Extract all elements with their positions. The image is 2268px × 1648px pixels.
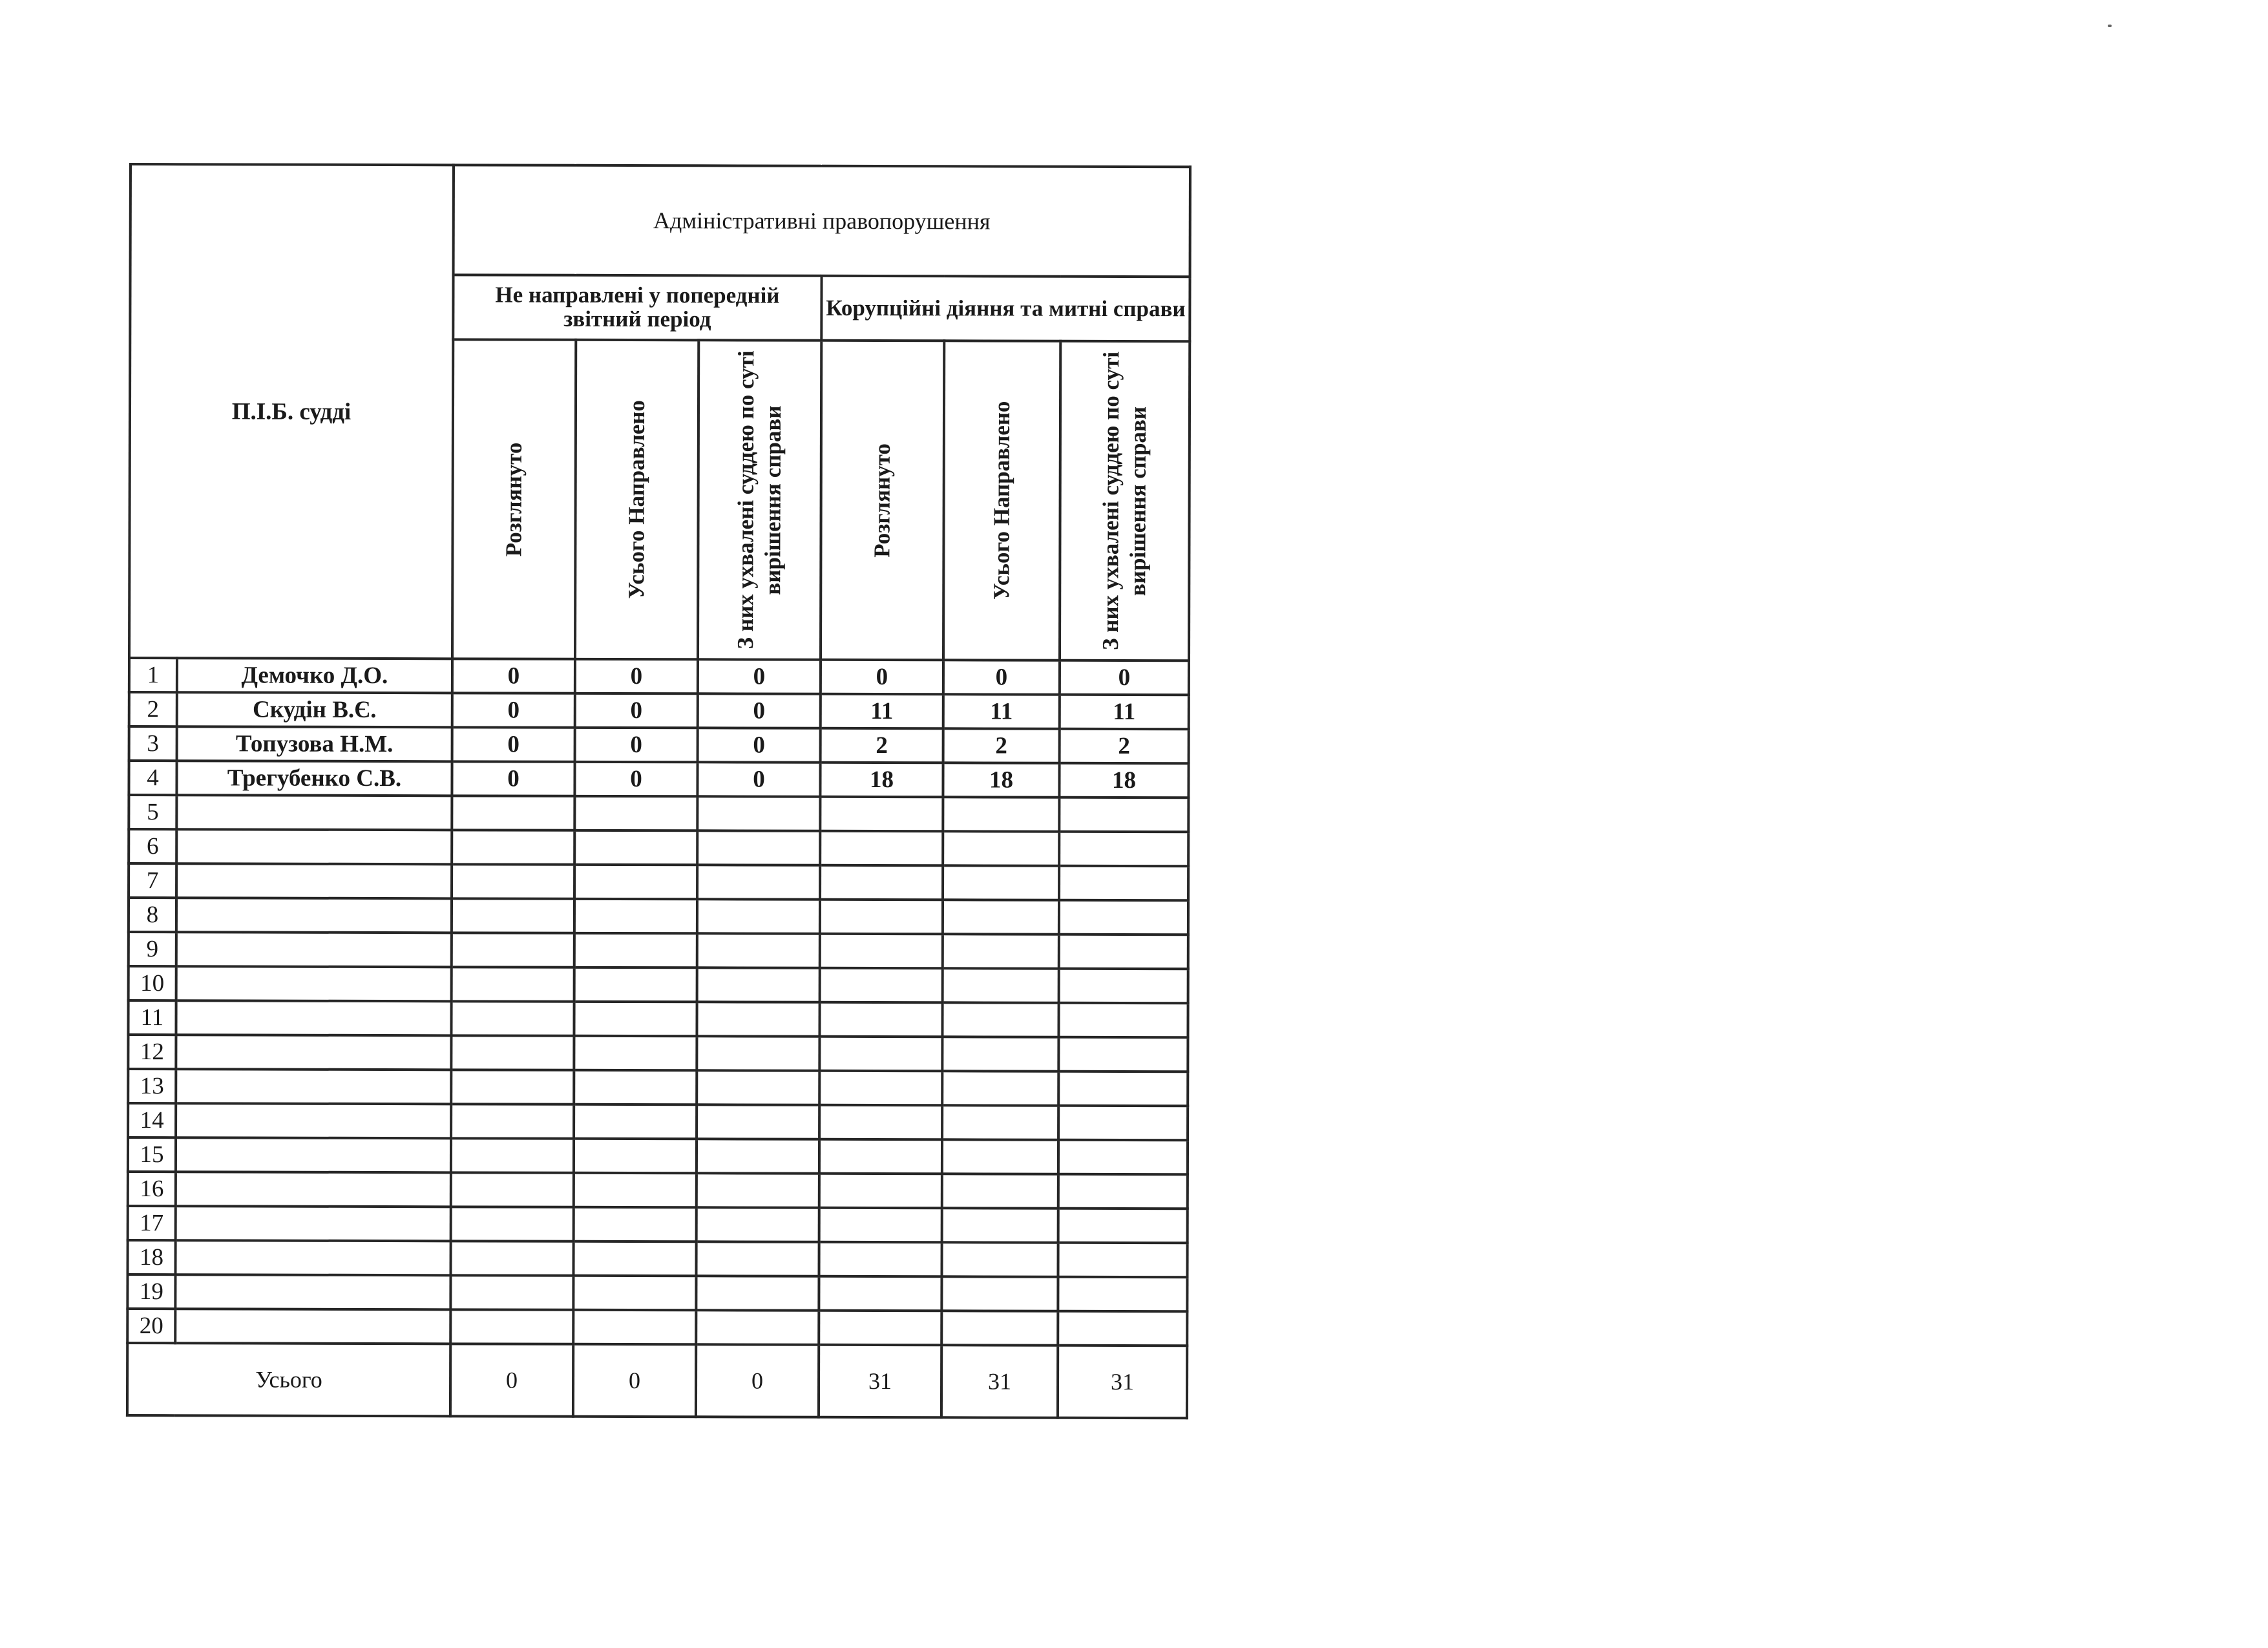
row-number: 3	[129, 726, 177, 761]
value-cell	[819, 1037, 942, 1071]
value-cell	[820, 797, 943, 831]
judge-name-cell	[176, 1206, 451, 1241]
value-cell	[941, 1242, 1058, 1276]
row-number: 12	[128, 1035, 176, 1069]
table-row	[129, 863, 1188, 900]
value-cell	[1058, 1037, 1188, 1072]
total-cell: 0	[696, 1344, 819, 1417]
value-cell	[697, 1173, 819, 1207]
column-header-label: З них ухвалені суддею по суті вирішення справи	[733, 350, 786, 650]
value-cell	[819, 1105, 942, 1139]
total-row	[127, 1343, 1187, 1418]
value-cell	[1058, 1140, 1188, 1175]
value-cell	[1058, 1174, 1188, 1209]
table-row	[128, 1000, 1188, 1037]
value-cell	[697, 967, 820, 1002]
value-cell	[819, 1311, 941, 1345]
row-number: 9	[129, 932, 176, 966]
value-cell	[819, 1071, 942, 1105]
row-number: 5	[129, 795, 176, 829]
value-cell: 0	[698, 728, 821, 762]
value-cell	[573, 1310, 696, 1344]
value-cell	[1059, 900, 1188, 935]
column-header-reviewed-1	[452, 339, 576, 659]
judge-name-cell	[176, 795, 452, 830]
value-cell	[574, 796, 697, 830]
value-cell	[574, 1002, 697, 1036]
value-cell	[697, 830, 820, 865]
row-number: 15	[128, 1137, 176, 1172]
value-cell	[819, 1242, 941, 1276]
value-cell	[942, 1105, 1058, 1139]
value-cell: 0	[574, 762, 697, 796]
judge-name-cell	[176, 829, 452, 864]
row-number: 16	[128, 1172, 176, 1206]
value-cell: 0	[698, 693, 821, 728]
value-cell	[451, 1104, 574, 1138]
value-cell	[697, 1104, 819, 1139]
judge-name-cell	[175, 1240, 450, 1275]
value-cell	[1058, 1277, 1187, 1312]
total-cell: 0	[573, 1344, 696, 1417]
value-cell: 0	[697, 762, 820, 796]
value-cell	[1058, 1003, 1188, 1038]
value-cell	[941, 1276, 1058, 1311]
column-header-label: Усього Направлено	[989, 401, 1015, 600]
value-cell	[697, 1139, 819, 1173]
value-cell: 11	[943, 694, 1060, 728]
judge-name-cell	[176, 1103, 451, 1138]
judge-name-cell	[176, 898, 452, 933]
row-number: 8	[129, 898, 176, 932]
judge-name-cell	[176, 966, 452, 1001]
value-cell	[451, 1001, 574, 1035]
table-row	[129, 761, 1188, 798]
value-cell	[941, 1311, 1058, 1345]
total-cell: 31	[941, 1345, 1058, 1417]
value-cell	[696, 1276, 819, 1310]
column-header-label: Розглянуто	[869, 443, 895, 558]
value-cell: 18	[1059, 763, 1188, 798]
value-cell	[697, 1070, 819, 1104]
judge-name-cell	[175, 1309, 450, 1344]
value-cell	[573, 1276, 696, 1310]
row-number: 14	[128, 1103, 176, 1137]
table-row	[129, 898, 1188, 935]
value-cell	[574, 899, 697, 933]
column-header-reviewed-2	[821, 341, 944, 660]
judge-name-cell	[176, 1137, 451, 1172]
value-cell	[574, 830, 697, 865]
value-cell: 0	[452, 727, 575, 761]
value-cell: 2	[943, 728, 1060, 763]
value-cell	[697, 865, 820, 899]
value-cell	[574, 967, 697, 1002]
scan-speck	[2108, 25, 2112, 27]
value-cell	[451, 1138, 574, 1172]
value-cell	[451, 1207, 574, 1241]
value-cell: 2	[1060, 729, 1189, 764]
value-cell	[452, 933, 574, 967]
total-label: Усього	[127, 1343, 450, 1416]
value-cell	[451, 1035, 574, 1070]
value-cell	[1058, 1311, 1187, 1346]
value-cell	[942, 1037, 1058, 1071]
report-table	[126, 163, 1192, 1419]
value-cell	[451, 1172, 574, 1207]
value-cell	[574, 1104, 697, 1139]
value-cell: 0	[452, 659, 575, 693]
column-header-decided-on-merits-2	[1060, 341, 1190, 661]
row-number: 18	[127, 1240, 175, 1274]
table-row	[128, 1206, 1188, 1243]
value-cell	[942, 1174, 1058, 1208]
value-cell	[819, 1002, 942, 1037]
value-cell: 0	[575, 693, 698, 728]
value-cell	[450, 1275, 573, 1309]
value-cell: 0	[575, 659, 698, 693]
value-cell	[819, 1208, 942, 1242]
row-number: 17	[128, 1206, 176, 1240]
value-cell	[1059, 969, 1188, 1004]
table-row	[129, 795, 1188, 832]
value-cell	[1058, 1106, 1188, 1141]
row-number: 13	[128, 1069, 176, 1103]
value-cell	[697, 1036, 819, 1070]
column-header-sent-total-2	[943, 341, 1060, 660]
value-cell	[696, 1310, 819, 1344]
judge-name-cell	[176, 1000, 451, 1035]
column-header-label: Усього Направлено	[624, 400, 650, 599]
row-number: 4	[129, 761, 176, 795]
value-cell: 0	[821, 660, 943, 694]
main-header: Адміністративні правопорушення	[454, 165, 1190, 277]
column-header-sent-total-1	[575, 340, 698, 659]
judge-name-cell	[175, 1274, 450, 1309]
value-cell	[451, 1070, 574, 1104]
total-cell: 31	[1058, 1346, 1187, 1419]
value-cell	[819, 1139, 942, 1174]
value-cell	[697, 899, 820, 933]
value-cell	[819, 1174, 942, 1208]
row-number: 19	[127, 1274, 175, 1309]
value-cell	[1058, 1209, 1188, 1243]
table-row	[127, 1274, 1187, 1311]
value-cell	[450, 1241, 573, 1275]
table-row	[129, 726, 1189, 763]
value-cell	[574, 1139, 697, 1173]
value-cell	[819, 1276, 941, 1311]
judge-name-cell: Демочко Д.О.	[177, 658, 452, 693]
judge-name-cell: Скудін В.Є.	[177, 692, 452, 727]
judge-name-cell: Трегубенко С.В.	[176, 761, 452, 796]
value-cell	[943, 934, 1059, 968]
table-row	[127, 1240, 1187, 1277]
table-row	[129, 658, 1189, 695]
table-row	[129, 932, 1188, 969]
value-cell	[942, 1002, 1058, 1037]
value-cell	[820, 865, 943, 900]
value-cell: 2	[821, 728, 943, 763]
column-header-label: З них ухвалені суддею по суті вирішення справи	[1098, 351, 1151, 651]
value-cell: 0	[452, 761, 574, 796]
judge-name-cell	[176, 1035, 451, 1070]
table-row	[128, 1069, 1188, 1106]
table-row	[128, 1137, 1188, 1174]
value-cell	[1059, 798, 1188, 832]
value-cell	[943, 865, 1059, 900]
group-header-not-sent: Не направлені у попередній звітний період	[453, 275, 821, 340]
value-cell	[1058, 1072, 1188, 1106]
table-row	[129, 966, 1188, 1003]
value-cell	[696, 1241, 819, 1276]
row-number: 1	[129, 658, 177, 692]
value-cell	[452, 796, 574, 830]
row-number: 11	[128, 1000, 176, 1035]
value-cell	[452, 830, 574, 864]
value-cell: 0	[452, 693, 575, 727]
value-cell: 11	[821, 694, 943, 728]
value-cell	[697, 1002, 819, 1036]
value-cell	[697, 796, 820, 830]
value-cell	[943, 968, 1059, 1002]
value-cell	[574, 1173, 697, 1207]
value-cell	[943, 797, 1059, 831]
value-cell	[943, 900, 1059, 934]
value-cell	[574, 1070, 697, 1104]
table-row	[128, 1035, 1188, 1072]
judge-name-cell: Топузова Н.М.	[177, 726, 452, 761]
table-row	[128, 1172, 1188, 1209]
value-cell	[942, 1208, 1058, 1242]
value-cell	[1058, 1243, 1187, 1278]
value-cell	[820, 831, 943, 865]
row-number: 6	[129, 829, 176, 863]
table-row	[127, 1309, 1187, 1346]
value-cell: 11	[1060, 695, 1189, 730]
judge-name-cell	[176, 1172, 451, 1207]
value-cell	[820, 934, 943, 968]
value-cell	[1059, 866, 1188, 901]
total-cell: 31	[819, 1345, 941, 1417]
value-cell	[942, 1071, 1058, 1105]
value-cell: 18	[820, 763, 943, 797]
header-row-1	[131, 164, 1190, 277]
report-sheet	[126, 163, 1189, 1419]
value-cell	[820, 900, 943, 934]
value-cell	[452, 864, 574, 898]
value-cell	[452, 898, 574, 933]
value-cell: 0	[575, 728, 698, 762]
value-cell	[574, 865, 697, 899]
value-cell: 0	[698, 659, 821, 693]
value-cell	[820, 968, 943, 1002]
value-cell	[1059, 832, 1188, 867]
judge-name-cell	[176, 1069, 451, 1104]
value-cell	[697, 933, 820, 967]
column-header-decided-on-merits-1	[698, 340, 821, 659]
table-row	[129, 692, 1189, 729]
group-header-corruption-customs: Корупційні діяння та митні справи	[821, 276, 1190, 341]
value-cell	[697, 1207, 819, 1241]
table-row	[129, 829, 1188, 866]
row-number: 7	[129, 863, 176, 898]
value-cell	[452, 967, 574, 1001]
value-cell	[574, 1036, 697, 1070]
value-cell	[942, 1139, 1058, 1174]
row-number: 2	[129, 692, 177, 726]
judge-name-header: П.І.Б. судді	[129, 164, 454, 659]
value-cell	[450, 1309, 573, 1344]
value-cell	[943, 831, 1059, 865]
value-cell	[1059, 935, 1188, 969]
total-cell: 0	[450, 1344, 573, 1416]
value-cell: 0	[1060, 660, 1189, 695]
value-cell	[573, 1241, 696, 1276]
judge-name-cell	[176, 863, 452, 898]
value-cell	[574, 933, 697, 967]
row-number: 10	[129, 966, 176, 1000]
column-header-label: Розглянуто	[501, 442, 527, 556]
table-row	[128, 1103, 1188, 1140]
judge-name-cell	[176, 932, 452, 967]
value-cell: 0	[943, 660, 1060, 694]
row-number: 20	[127, 1309, 175, 1343]
value-cell	[574, 1207, 697, 1241]
value-cell: 18	[943, 763, 1059, 797]
